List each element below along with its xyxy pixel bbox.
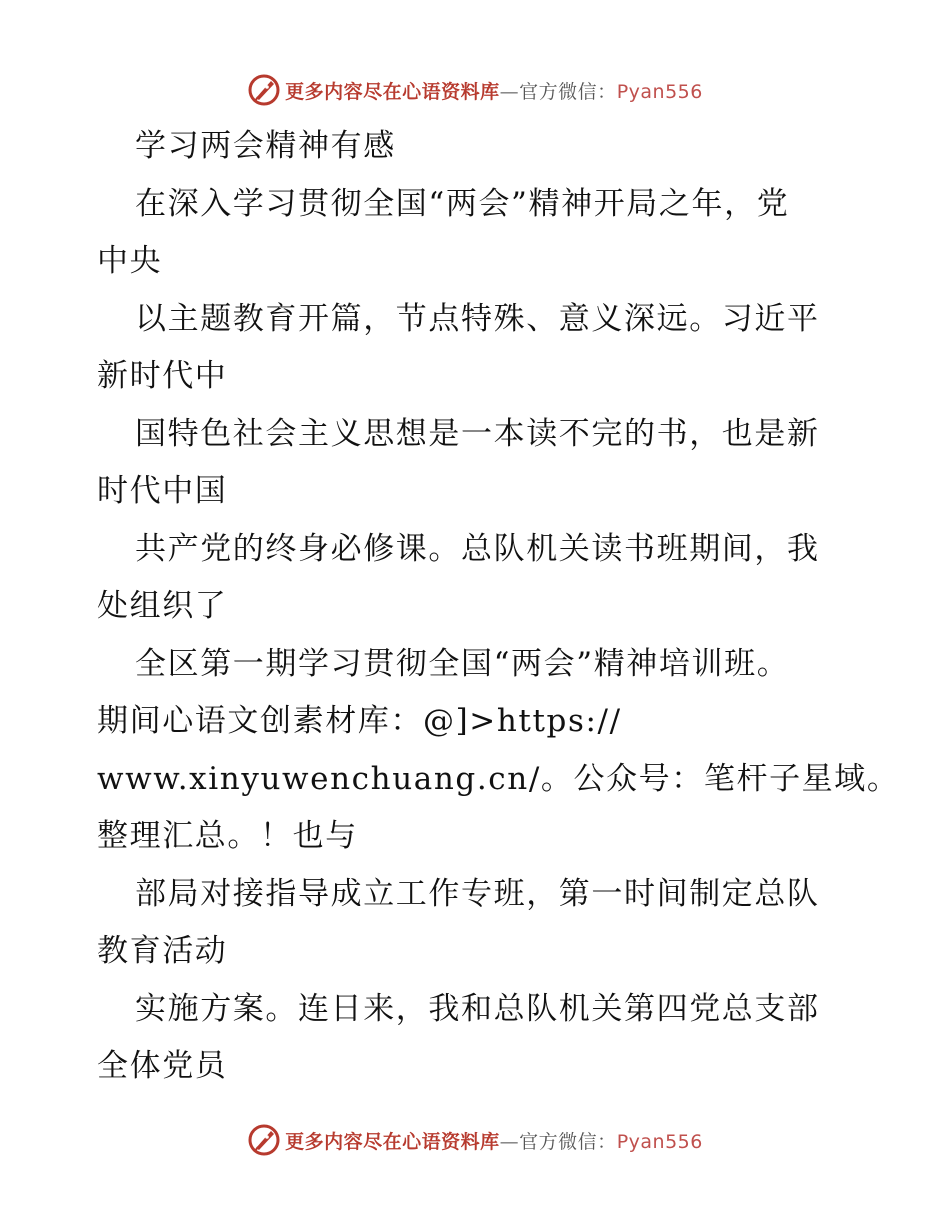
text-line: 教育活动 <box>97 933 228 969</box>
document-body <box>97 118 900 1096</box>
footer-banner <box>0 1120 950 1160</box>
banner-main-text: 更多内容尽在心语资料库 <box>285 1130 500 1153</box>
banner-wechat-id: Pyan556 <box>616 80 703 103</box>
text-line: 实施方案。连日来，我和总队机关第四党总支部 <box>135 990 820 1027</box>
text-line: 处组织了 <box>97 588 228 624</box>
text-line: 时代中国 <box>97 473 228 509</box>
text-line: 中央 <box>97 243 163 279</box>
banner-separator: — <box>499 1130 520 1153</box>
text-line: www.xinyuwenchuang.cn/。公众号：笔杆子星域。 <box>97 760 900 797</box>
document-title: 学习两会精神有感 <box>135 128 396 164</box>
text-line: 整理汇总。！也与 <box>97 818 358 854</box>
text-line: 全区第一期学习贯彻全国“两会”精神培训班。 <box>135 645 790 682</box>
text-line: 新时代中 <box>97 358 228 394</box>
pen-logo-icon <box>247 73 281 107</box>
banner-main-text: 更多内容尽在心语资料库 <box>285 80 500 103</box>
banner-text <box>285 1127 703 1154</box>
text-line: 部局对接指导成立工作专班，第一时间制定总队 <box>135 875 820 912</box>
banner-separator: — <box>499 80 520 103</box>
header-banner <box>0 70 950 110</box>
text-line: 国特色社会主义思想是一本读不完的书，也是新 <box>135 415 820 452</box>
banner-text <box>285 77 703 104</box>
banner-wechat-label: 官方微信： <box>519 80 617 103</box>
text-line: 共产党的终身必修课。总队机关读书班期间，我 <box>135 530 820 567</box>
banner-wechat-id: Pyan556 <box>616 1130 703 1153</box>
text-line: 在深入学习贯彻全国“两会”精神开局之年，党 <box>135 185 790 222</box>
text-line: 全体党员 <box>97 1048 228 1084</box>
pen-logo-icon <box>247 1123 281 1157</box>
text-line: 以主题教育开篇，节点特殊、意义深远。习近平 <box>135 300 820 337</box>
text-line: 期间心语文创素材库：@]>https:// <box>97 703 622 739</box>
banner-wechat-label: 官方微信： <box>519 1130 617 1153</box>
